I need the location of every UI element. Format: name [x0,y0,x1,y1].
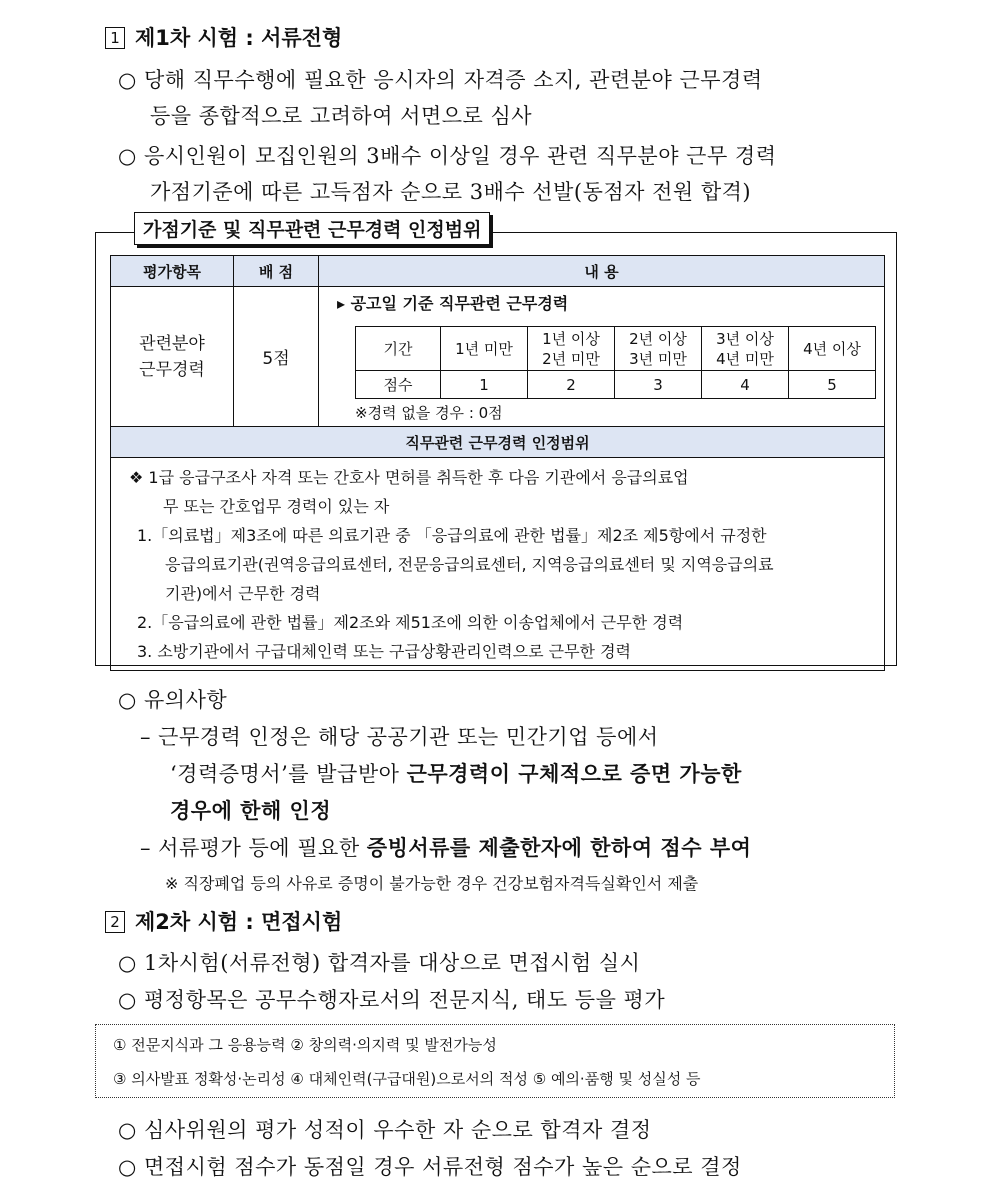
period-4b: 4년 미만 [716,349,774,368]
score-3: 3 [615,371,702,399]
criteria-line2: ③ 의사발표 정확성·논리성 ④ 대체인력(구급대원)으로서의 적성 ⑤ 예의·품행 및 성실성 등 [113,1070,701,1088]
notes-dash1-b-text: ‘경력증명서’를 발급받아 [170,762,407,786]
period-2a: 1년 이상 [542,329,600,348]
s1-bullet2-line2: 가점기준에 따른 고득점자 순으로 3배수 선발(동점자 전원 합격) [150,180,752,204]
period-2 [528,327,615,371]
s2-after1: ○ 심사위원의 평가 성적이 우수한 자 순으로 합격자 결정 [118,1118,652,1142]
criteria-line1: ① 전문지식과 그 응용능력 ② 창의력·의지력 및 발전가능성 [113,1036,497,1054]
score-1: 1 [441,371,528,399]
score-2: 2 [528,371,615,399]
period-1: 1년 미만 [441,327,528,371]
notes-dash2-bold: 증빙서류를 제출한자에 한하여 점수 부여 [366,836,752,860]
header-score: 배 점 [234,256,319,287]
range-line5: 기관)에서 근무한 경력 [165,584,321,603]
section1-heading [105,22,342,52]
notes-dash2-text: – 서류평가 등에 필요한 [140,836,367,860]
s2-after2: ○ 면접시험 점수가 동점일 경우 서류전형 점수가 높은 순으로 결정 [118,1155,742,1179]
range-header: 직무관련 근무경력 인정범위 [111,427,885,458]
item-cell [111,287,234,427]
criteria-table [110,255,885,671]
section1-number: 1 [105,27,125,49]
period-4 [702,327,789,371]
notes-dash1-c: 경우에 한해 인정 [170,799,332,823]
period-5: 4년 이상 [789,327,876,371]
header-item: 평가항목 [111,256,234,287]
notes-dash2 [140,832,751,862]
criteria-box-title: 가점기준 및 직무관련 근무경력 인정범위 [134,212,490,245]
score-5: 5 [789,371,876,399]
range-line3: 1.「의료법」제3조에 따른 의료기관 중 「응급의료에 관한 법률」제2조 제5항에서 규정한 [137,526,767,545]
score-label: 점수 [356,371,441,399]
period-3 [615,327,702,371]
section2-number: 2 [105,911,125,933]
s1-bullet1-line2: 등을 종합적으로 고려하여 서면으로 심사 [150,104,533,128]
period-label: 기간 [356,327,441,371]
notes-dash1-b [170,758,742,788]
s2-bullet1: ○ 1차시험(서류전형) 합격자를 대상으로 면접시험 실시 [118,951,641,975]
range-line7: 3. 소방기관에서 구급대체인력 또는 구급상황관리인력으로 근무한 경력 [137,642,632,661]
content-cell [319,287,885,427]
range-line4: 응급의료기관(권역응급의료센터, 전문응급의료센터, 지역응급의료센터 및 지역응급의료 [165,555,774,574]
period-2b: 2년 미만 [542,349,600,368]
content-title: ▸ 공고일 기준 직무관련 근무경력 [337,294,569,313]
header-content: 내 용 [319,256,885,287]
section2-heading [105,906,342,936]
period-3b: 3년 미만 [629,349,687,368]
career-score-table [355,326,876,399]
score-cell: 5점 [234,287,319,427]
range-line2: 무 또는 간호업무 경력이 있는 자 [163,497,390,516]
notes-dash1-b-bold: 근무경력이 구체적으로 증면 가능한 [406,762,742,786]
score-4: 4 [702,371,789,399]
section2-title: 제2차 시험 : 면접시험 [135,910,343,934]
notes-heading: ○ 유의사항 [118,688,228,712]
range-line6: 2.「응급의료에 관한 법률」제2조와 제51조에 의한 이송업체에서 근무한 경력 [137,613,684,632]
range-line1: ❖ 1급 응급구조사 자격 또는 간호사 면허를 취득한 후 다음 기관에서 응급의료업 [129,468,689,487]
item-line2: 근무경력 [139,359,205,380]
s2-bullet2: ○ 평정항목은 공무수행자로서의 전문지식, 태도 등을 평가 [118,988,666,1012]
period-3a: 2년 이상 [629,329,687,348]
zero-note: ※경력 없을 경우 : 0점 [355,404,503,422]
item-line1: 관련분야 [139,333,205,354]
range-content [111,458,885,671]
notes-dash1-a: – 근무경력 인정은 해당 공공기관 또는 민간기업 등에서 [140,725,659,749]
s1-bullet1-line1: ○ 당해 직무수행에 필요한 응시자의 자격증 소지, 관련분야 근무경력 [118,68,763,92]
section1-title: 제1차 시험 : 서류전형 [135,26,343,50]
period-4a: 3년 이상 [716,329,774,348]
notes-remark: ※ 직장폐업 등의 사유로 증명이 불가능한 경우 건강보험자격득실확인서 제출 [165,874,699,893]
s1-bullet2-line1: ○ 응시인원이 모집인원의 3배수 이상일 경우 관련 직무분야 근무 경력 [118,144,777,168]
